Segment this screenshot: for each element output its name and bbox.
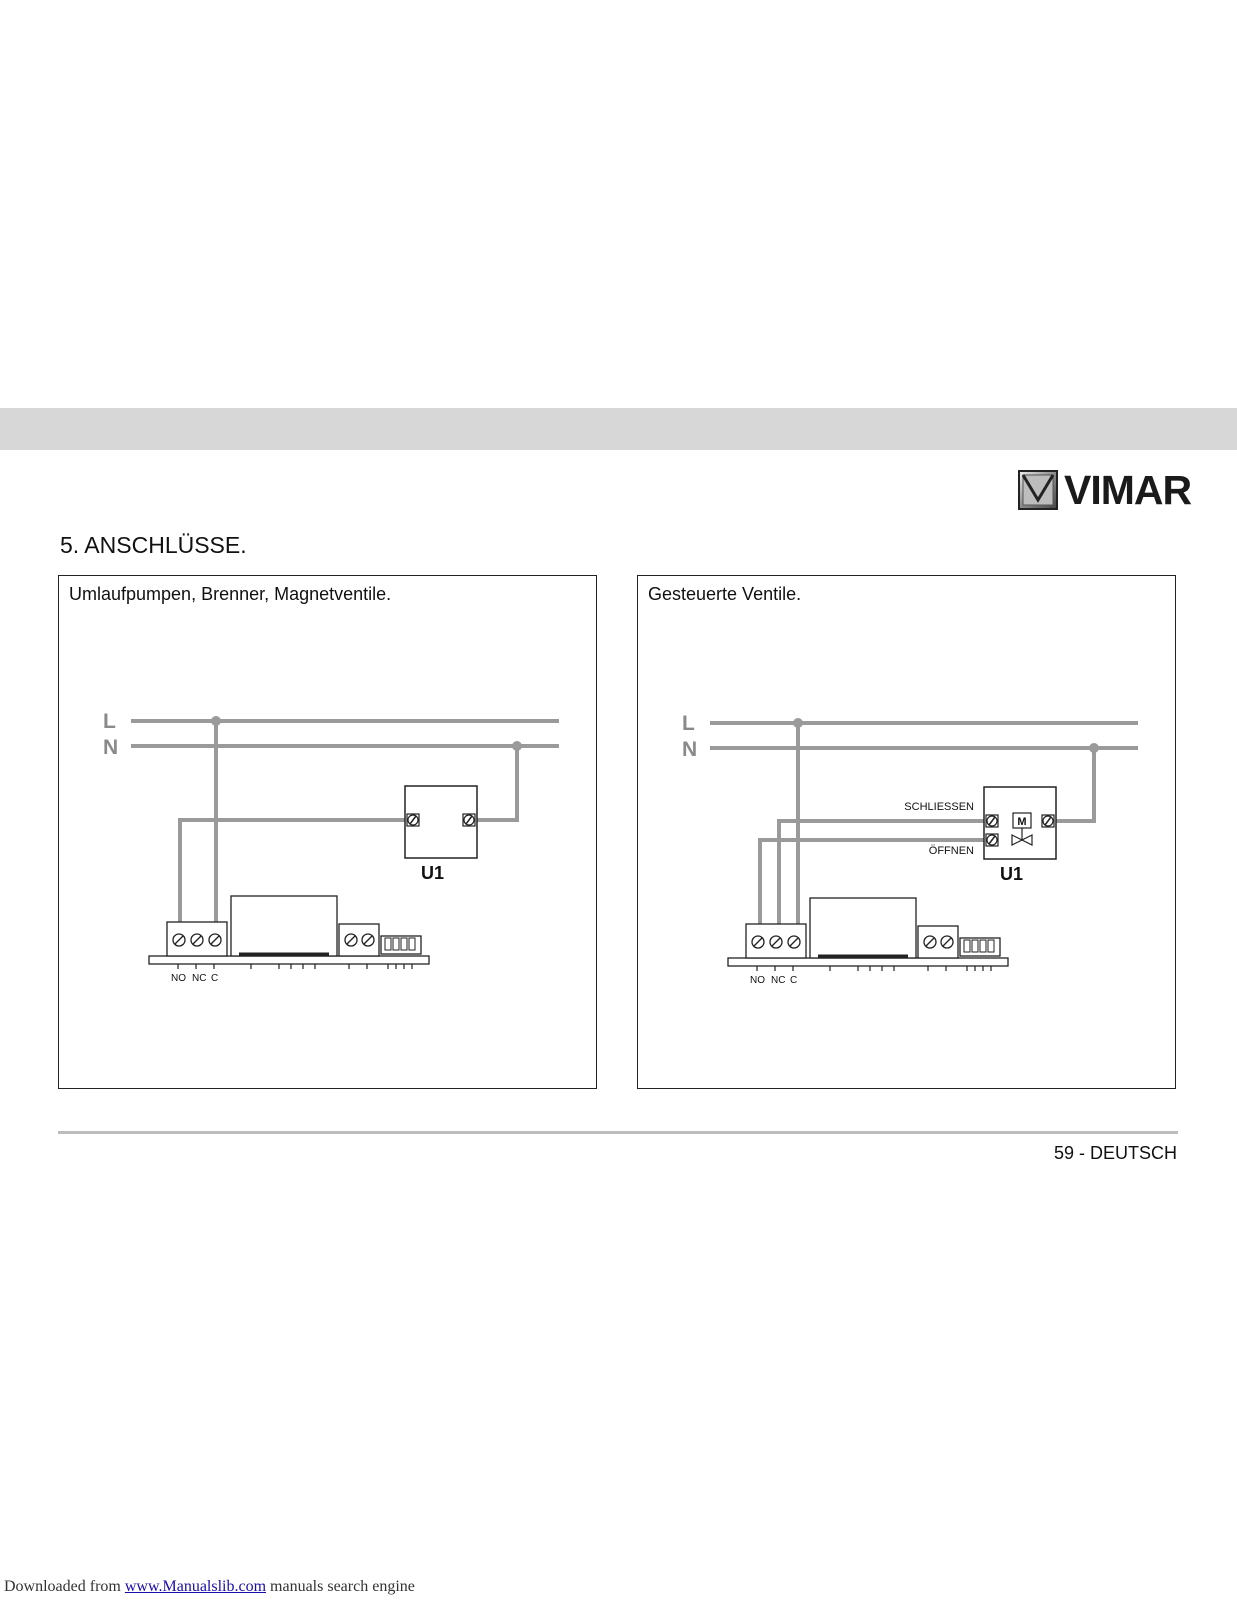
line-n-label: N <box>103 736 119 759</box>
junction-dot <box>793 718 803 728</box>
n-to-load-wire <box>471 746 517 820</box>
terminal-label-nc: NC <box>192 973 207 984</box>
screw-terminal-icon <box>986 834 998 846</box>
brand-name: VIMAR <box>1064 467 1192 513</box>
open-label: ÖFFNEN <box>928 845 974 857</box>
relay-module <box>728 898 1008 971</box>
wiring-diagram-valves <box>637 575 1176 1089</box>
relay-module <box>149 896 429 969</box>
diagram-caption: Gesteuerte Ventile. <box>648 584 802 604</box>
screw-terminal-icon <box>407 814 419 826</box>
terminal-label-c: C <box>211 973 219 984</box>
load-label: U1 <box>1000 864 1024 884</box>
terminal-label-no: NO <box>171 973 186 984</box>
terminal-label-nc: NC <box>771 975 786 986</box>
download-suffix: manuals search engine <box>266 1578 415 1595</box>
screw-terminal-icon <box>463 814 475 826</box>
load-label: U1 <box>421 863 445 883</box>
screw-terminal-icon <box>986 815 998 827</box>
junction-dot <box>512 741 522 751</box>
page-number: 59 - DEUTSCH <box>1053 1143 1177 1163</box>
junction-dot <box>211 716 221 726</box>
line-n-label: N <box>682 738 698 761</box>
diagram-caption: Umlaufpumpen, Brenner, Magnetventile. <box>69 584 392 604</box>
header-band <box>0 408 1237 450</box>
footer-divider <box>58 1131 1178 1134</box>
line-l-label: L <box>682 712 695 735</box>
manualslib-link[interactable]: www.Manualslib.com <box>124 1578 267 1595</box>
wiring-diagram-drawing <box>638 576 1177 1090</box>
screw-terminal-icon <box>1042 815 1054 827</box>
terminal-label-no: NO <box>750 975 765 986</box>
download-note <box>4 1578 415 1596</box>
motor-label: M <box>1017 816 1027 828</box>
close-label: SCHLIESSEN <box>904 801 974 813</box>
terminal-label-c: C <box>790 975 798 986</box>
wiring-diagram-pumps <box>58 575 597 1089</box>
vimar-logo-icon <box>1018 470 1058 510</box>
brand-logo <box>1018 468 1191 512</box>
section-title: 5. ANSCHLÜSSE. <box>60 532 247 558</box>
line-l-label: L <box>103 710 116 733</box>
download-prefix: Downloaded from <box>4 1578 125 1595</box>
wiring-diagram-drawing <box>59 576 598 1090</box>
junction-dot <box>1089 743 1099 753</box>
